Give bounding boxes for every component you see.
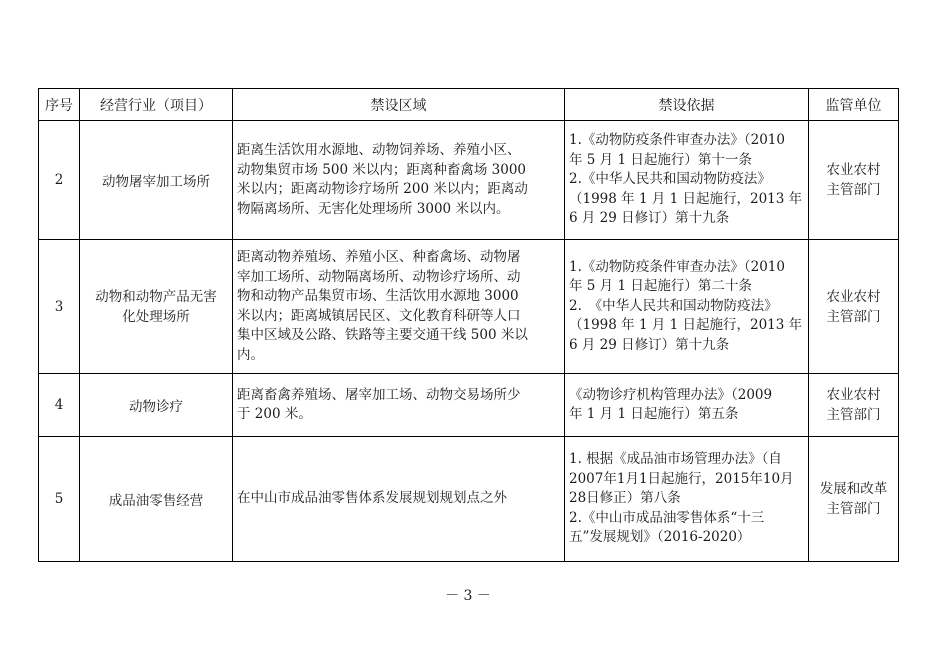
row-zone: 在中山市成品油零售体系发展规划规划点之外 (233, 437, 565, 562)
table-header-row (39, 89, 899, 121)
header-industry: 经营行业（项目） (80, 89, 233, 121)
row-zone: 距离动物养殖场、养殖小区、种畜禽场、动物屠 宰加工场所、动物隔离场所、动物诊疗场所、动 物和动物产品集贸市场、生活饮用水源地 3000 米以内；距离城镇居民区、文化教育科研等人口 集中区域及公路、铁路等主要交通干线 500 米以 内。 (233, 240, 565, 374)
header-no: 序号 (39, 89, 80, 121)
row-industry: 成品油零售经营 (80, 437, 233, 562)
table-row (39, 374, 899, 437)
row-no: 4 (39, 374, 80, 437)
table-row (39, 121, 899, 240)
row-basis: 1.《动物防疫条件审查办法》（2010 年 5 月 1 日起施行）第二十条 2. 《中华人民共和国动物防疫法》 （1998 年 1 月 1 日起施行，2013 年 6 月 29 日修订）第十九条 (565, 240, 809, 374)
header-zone: 禁设区域 (233, 89, 565, 121)
row-authority: 农业农村 主管部门 (809, 121, 899, 240)
row-basis: 1. 根据《成品油市场管理办法》（自 2007年1月1日起施行，2015年10月 28日修正）第八条 2.《中山市成品油零售体系“十三 五”发展规划》（2016-2020） (565, 437, 809, 562)
row-no: 3 (39, 240, 80, 374)
table-row (39, 437, 899, 562)
row-authority: 发展和改革 主管部门 (809, 437, 899, 562)
row-no: 2 (39, 121, 80, 240)
row-industry: 动物屠宰加工场所 (80, 121, 233, 240)
header-basis: 禁设依据 (565, 89, 809, 121)
row-industry: 动物和动物产品无害 化处理场所 (80, 240, 233, 374)
page-number: － 3 － (445, 588, 491, 604)
row-zone: 距离生活饮用水源地、动物饲养场、养殖小区、 动物集贸市场 500 米以内；距离种畜禽场 3000 米以内；距离动物诊疗场所 200 米以内；距离动 物隔离场所、无害化处理场所 3000 米以内。 (233, 121, 565, 240)
header-authority: 监管单位 (809, 89, 899, 121)
row-authority: 农业农村 主管部门 (809, 240, 899, 374)
row-no: 5 (39, 437, 80, 562)
row-industry: 动物诊疗 (80, 374, 233, 437)
regulation-table (38, 88, 899, 562)
row-zone: 距离畜禽养殖场、屠宰加工场、动物交易场所少 于 200 米。 (233, 374, 565, 437)
row-authority: 农业农村 主管部门 (809, 374, 899, 437)
table-row (39, 240, 899, 374)
row-basis: 1.《动物防疫条件审查办法》（2010 年 5 月 1 日起施行）第十一条 2.《中华人民共和国动物防疫法》 （1998 年 1 月 1 日起施行，2013 年 6 月 29 日修订）第十九条 (565, 121, 809, 240)
row-basis: 《动物诊疗机构管理办法》（2009 年 1 月 1 日起施行）第五条 (565, 374, 809, 437)
